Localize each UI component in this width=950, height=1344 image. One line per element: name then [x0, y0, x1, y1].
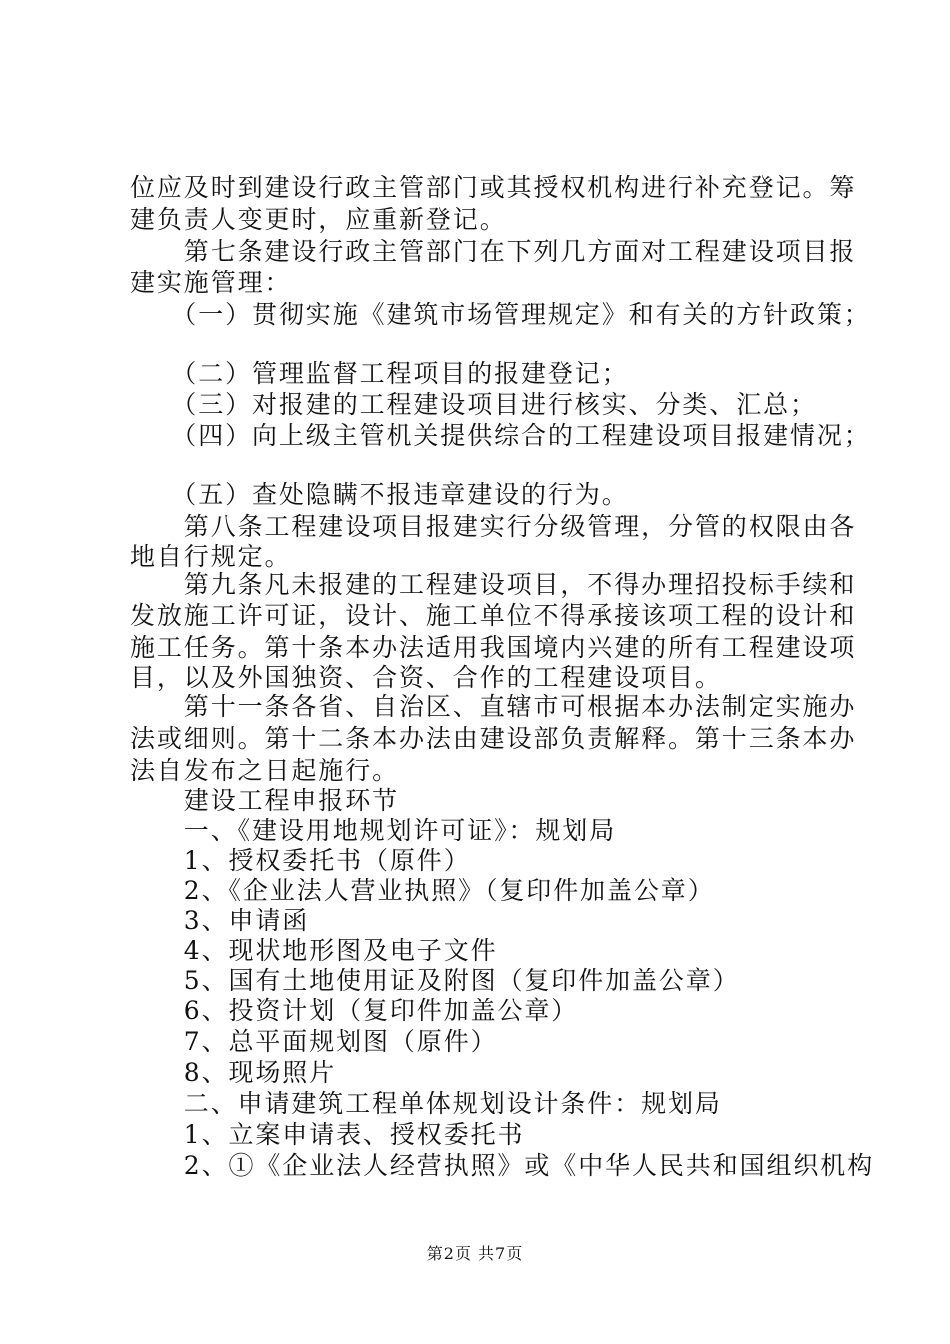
text-line: 2、《企业法人营业执照》（复印件加盖公章） [130, 876, 715, 905]
text-line: （五）查处隐瞒不报违章建设的行为。 [130, 480, 629, 509]
text-line: 地自行规定。 [130, 542, 292, 571]
text-line: 建设工程申报环节 [130, 786, 400, 815]
text-line: 7、总平面规划图（原件） [130, 1027, 498, 1056]
text-line: 3、申请函 [130, 906, 310, 935]
text-line: （三）对报建的工程建设项目进行核实、分类、汇总； [130, 390, 817, 419]
text-line: 法或细则。第十二条本办法由建设部负责解释。第十三条本办 [130, 724, 857, 753]
text-line: 第九条凡未报建的工程建设项目，不得办理招投标手续和 [130, 570, 857, 599]
text-line: 二、申请建筑工程单体规划设计条件：规划局 [130, 1089, 722, 1118]
text-line: （四）向上级主管机关提供综合的工程建设项目报建情况； [130, 421, 871, 450]
text-line: 2、①《企业法人经营执照》或《中华人民共和国组织机构 [130, 1151, 875, 1180]
text-line: 1、立案申请表、授权委托书 [130, 1120, 525, 1149]
text-line: 建实施管理： [130, 268, 292, 297]
text-line: （一）贯彻实施《建筑市场管理规定》和有关的方针政策； [130, 300, 871, 329]
text-line: 1、授权委托书（原件） [130, 846, 471, 875]
text-line: 第十一条各省、自治区、直辖市可根据本办法制定实施办 [130, 692, 857, 721]
text-line: 5、国有土地使用证及附图（复印件加盖公章） [130, 966, 740, 995]
text-line: 6、投资计划（复印件加盖公章） [130, 996, 579, 1025]
text-line: 第八条工程建设项目报建实行分级管理，分管的权限由各 [130, 512, 857, 541]
text-line: 4、现状地形图及电子文件 [130, 936, 498, 965]
text-line: 建负责人变更时，应重新登记。 [130, 205, 507, 234]
text-line: 目，以及外国独资、合资、合作的工程建设项目。 [130, 663, 722, 692]
text-line: 位应及时到建设行政主管部门或其授权机构进行补充登记。筹 [130, 173, 857, 202]
text-line: 发放施工许可证，设计、施工单位不得承接该项工程的设计和 [130, 601, 857, 630]
text-line: 第七条建设行政主管部门在下列几方面对工程建设项目报 [130, 237, 857, 266]
text-line: 一、《建设用地规划许可证》：规划局 [130, 816, 617, 845]
text-line: 施工任务。第十条本办法适用我国境内兴建的所有工程建设项 [130, 633, 857, 662]
text-line: 8、现场照片 [130, 1058, 337, 1087]
text-line: 法自发布之日起施行。 [130, 756, 400, 785]
text-line: （二）管理监督工程项目的报建登记； [130, 359, 629, 388]
page-footer: 第2页 共7页 [426, 1244, 524, 1263]
